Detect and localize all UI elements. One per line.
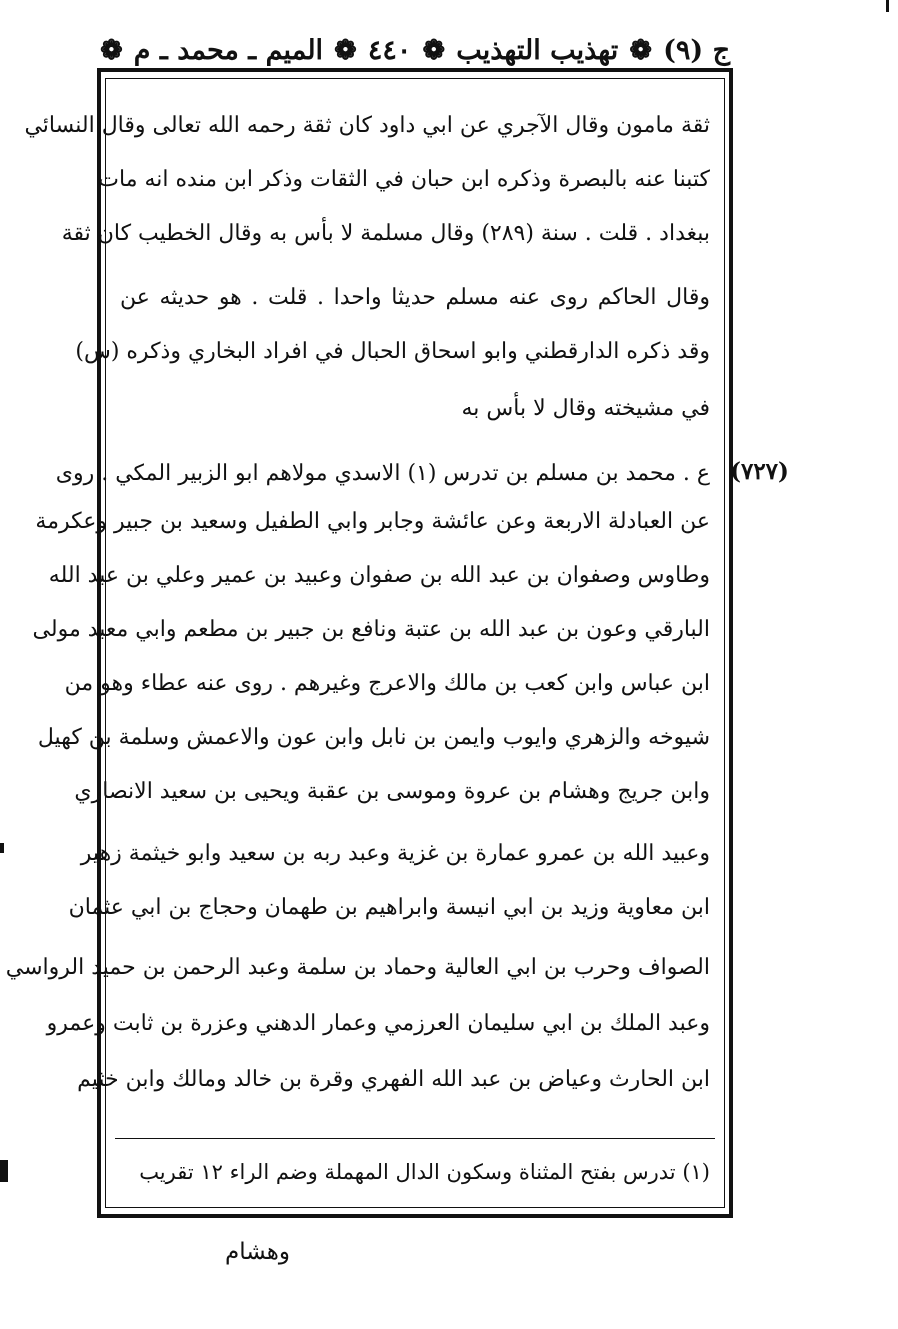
text-line: وطاوس وصفوان بن عبد الله بن صفوان وعبيد بن عمير وعلي بن عبد الله — [48, 563, 710, 588]
scan-mark — [0, 843, 4, 853]
text-line: في مشيخته وقال لا بأس به — [461, 396, 710, 421]
text-line: وقال الحاكم روى عنه مسلم حديثا واحدا . قلت . هو حديثه عن — [120, 285, 710, 310]
text-line: كتبنا عنه بالبصرة وذكره ابن حبان في الثقات وذكر ابن منده انه مات — [98, 167, 710, 192]
text-line: البارقي وعون بن عبد الله بن عتبة ونافع بن جبير بن مطعم وابي معبد مولى — [32, 617, 710, 642]
volume-label: ج (٩) — [663, 34, 730, 66]
scan-mark — [886, 0, 889, 12]
header-ornament: ❁ — [422, 34, 446, 66]
text-line: وابن جريج وهشام بن عروة وموسى بن عقبة ويحيى بن سعيد الانصاري — [74, 779, 710, 804]
entry-number: (٧٢٧) — [730, 458, 789, 485]
text-line: عن العبادلة الاربعة وعن عائشة وجابر وابي الطفيل وسعيد بن جبير وعكرمة — [35, 509, 710, 534]
text-line: ثقة مامون وقال الآجري عن ابي داود كان ثقة رحمه الله تعالى وقال النسائي — [24, 113, 710, 138]
header-ornament: ❁ — [629, 34, 652, 66]
page-header — [100, 30, 730, 70]
catchword: وهشام — [224, 1239, 290, 1265]
text-line: الصواف وحرب بن ابي العالية وحماد بن سلمة وعبد الرحمن بن حميد الرواسي — [5, 955, 710, 980]
footnote-divider — [115, 1138, 715, 1139]
text-line: وقد ذكره الدارقطني وابو اسحاق الحبال في افراد البخاري وذكره (س) — [75, 339, 710, 364]
text-line: ببغداد . قلت . سنة (٢٨٩) وقال مسلمة لا بأس به وقال الخطيب كان ثقة — [61, 221, 710, 246]
book-title: تهذيب التهذيب — [456, 34, 619, 66]
page-number: ٤٤٠ — [367, 34, 412, 66]
text-line: ابن معاوية وزيد بن ابي انيسة وابراهيم بن طهمان وحجاج بن ابي عثمان — [68, 895, 710, 920]
text-line: شيوخه والزهري وايوب وايمن بن نابل وابن عون والاعمش وسلمة بن كهيل — [37, 725, 710, 750]
text-line: ابن الحارث وعياض بن عبد الله الفهري وقرة بن خالد ومالك وابن خثيم — [77, 1067, 710, 1092]
text-line: ابن عباس وابن كعب بن مالك والاعرج وغيرهم . روى عنه عطاء وهو من — [64, 671, 710, 696]
text-line: وعبد الملك بن ابي سليمان العرزمي وعمار الدهني وعزرة بن ثابت وعمرو — [46, 1011, 710, 1036]
header-ornament: ❁ — [334, 34, 357, 66]
scan-mark — [0, 1160, 8, 1182]
entry-heading-line: ع . محمد بن مسلم بن تدرس (١) الاسدي مولاهم ابو الزبير المكي . روى — [55, 461, 710, 486]
footnote: (١) تدرس بفتح المثناة وسكون الدال المهملة وضم الراء ١٢ تقريب — [139, 1160, 710, 1184]
header-ornament: ❁ — [100, 34, 123, 66]
text-line: وعبيد الله بن عمرو عمارة بن غزية وعبد ربه بن سعيد وابو خيثمة زهير — [80, 841, 710, 866]
section-label: الميم ـ محمد ـ م — [133, 34, 324, 66]
